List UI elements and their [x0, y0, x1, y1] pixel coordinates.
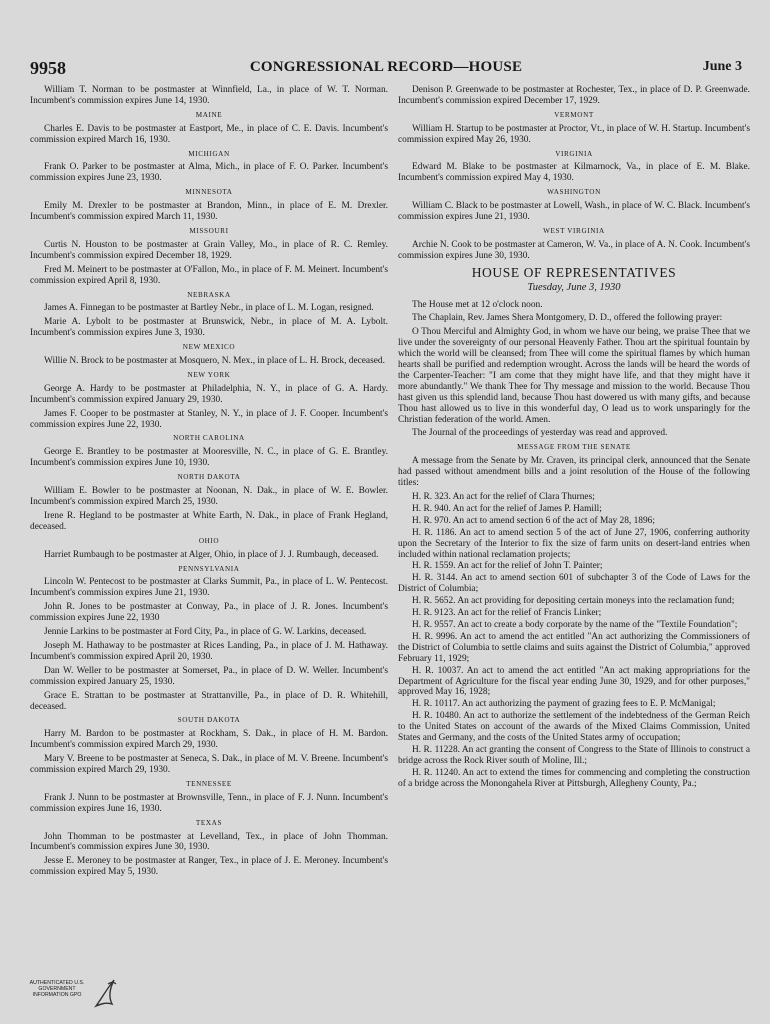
section-heading: TENNESSEE [186, 779, 232, 788]
bill-entry: H. R. 9557. An act to create a body corporate by the name of the "Textile Foundation"; [412, 619, 738, 630]
left-column [30, 85, 388, 881]
paragraph: William T. Norman to be postmaster at Winnfield, La., in place of W. T. Norman. Incumbent's commission expires June 14, 1930. [30, 85, 388, 106]
paragraph: Frank O. Parker to be postmaster at Alma, Mich., in place of F. O. Parker. Incumbent's commission expires June 23, 1930. [30, 162, 388, 184]
section-heading: NEBRASKA [187, 290, 231, 299]
bill-entry: H. R. 940. An act for the relief of James P. Hamill; [412, 503, 602, 514]
section-heading: WASHINGTON [547, 188, 601, 197]
paragraph: Denison P. Greenwade to be postmaster at Rochester, Tex., in place of D. P. Greenwade. Incumbent's commission expired December 17, 1929. [398, 85, 750, 106]
bill-entry: H. R. 9996. An act to amend the act entitled "An act authorizing the Commissioners of the District of Columbia to settle claims and suits against the District of Columbia," approved February 11, 1929; [398, 631, 750, 664]
bill-entry: H. R. 11228. An act granting the consent of Congress to the State of Illinois to construct a bridge across the Rock River south of Moline, Ill.; [398, 744, 750, 766]
paragraph: James A. Finnegan to be postmaster at Bartley Nebr., in place of L. M. Logan, resigned. [44, 303, 374, 314]
bill-entry: H. R. 5652. An act providing for depositing certain moneys into the reclamation fund; [412, 596, 735, 607]
paragraph: O Thou Merciful and Almighty God, in whom we have our being, we praise Thee that we live under the sovereignty of our personal Heavenly Father. Thou art the spiritual fountain by which the world will be cleansed; from Thee will come the spiritual flames by which human hearts shall be purified and redemption wrought. Across the lands will be heard the words of the Carpenter-Teacher: "I am come that they might have life, and that they might have it more abundantly." We thank Thee for Thy message and mission to the world. Because Thou hast given us this splendid land, because Thou hast dowered us with many gifts, and because Thou hast allowed us to live in this wonderful day, O lead us to work unsparingly for the Christian federation of the world. Amen. [398, 327, 750, 425]
paragraph: William E. Bowler to be postmaster at Noonan, N. Dak., in place of W. E. Bowler. Incumbent's commission expired March 25, 1930. [30, 486, 388, 507]
paragraph: Emily M. Drexler to be postmaster at Brandon, Minn., in place of E. M. Drexler. Incumbent's commission expired March 11, 1930. [30, 201, 388, 223]
bill-entry: H. R. 10037. An act to amend the act entitled "An act making appropriations for the Department of Agriculture for the fiscal year ending June 30, 1929, and for other purposes," approved May 16, 1928; [398, 665, 750, 698]
paragraph: The House met at 12 o'clock noon. [412, 299, 543, 310]
page-header [30, 58, 742, 80]
paragraph: William C. Black to be postmaster at Lowell, Wash., in place of W. C. Black. Incumbent's commission expires June 21, 1930. [398, 201, 750, 223]
paragraph: Frank J. Nunn to be postmaster at Brownsville, Tenn., in place of F. J. Nunn. Incumbent's commission expires June 16, 1930. [30, 792, 388, 814]
bill-entry: H. R. 9123. An act for the relief of Francis Linker; [412, 608, 602, 619]
section-heading: NEW YORK [187, 370, 231, 379]
paragraph: Joseph M. Hathaway to be postmaster at Rices Landing, Pa., in place of J. M. Hathaway. Incumbent's commission expired April 20, 1930. [30, 640, 388, 662]
section-heading: SOUTH DAKOTA [177, 716, 241, 725]
section-heading: VIRGINIA [555, 149, 593, 158]
paragraph: The Journal of the proceedings of yesterday was read and approved. [412, 428, 668, 439]
paragraph: A message from the Senate by Mr. Craven, its principal clerk, announced that the Senate had passed without amendment bills and a joint resolution of the House of the following titles: [398, 456, 750, 489]
page-number: 9958 [30, 58, 66, 78]
paragraph: Willie N. Brock to be postmaster at Mosquero, N. Mex., in place of L. H. Brock, deceased. [44, 356, 385, 367]
bill-entry: H. R. 11240. An act to extend the times for commencing and completing the construction of a bridge across the Monongahela River at Pittsburgh, Allegheny County, Pa.; [398, 767, 750, 789]
right-column [398, 85, 750, 791]
paragraph: George E. Brantley to be postmaster at Mooresville, N. C., in place of G. E. Brantley. Incumbent's commission expires June 10, 1930. [30, 447, 388, 469]
paragraph: Lincoln W. Pentecost to be postmaster at Clarks Summit, Pa., in place of L. W. Pentecost. Incumbent's commission expires June 21, 1930. [30, 577, 388, 599]
paragraph: George A. Hardy to be postmaster at Philadelphia, N. Y., in place of G. A. Hardy. Incumbent's commission expired January 29, 1930. [30, 383, 388, 405]
section-heading: MAINE [195, 110, 223, 119]
section-heading: NORTH CAROLINA [173, 434, 245, 443]
session-date: Tuesday, June 3, 1930 [527, 281, 621, 293]
paragraph: Fred M. Meinert to be postmaster at O'Fallon, Mo., in place of F. M. Meinert. Incumbent's commission expired April 8, 1930. [30, 264, 388, 286]
section-heading: MESSAGE FROM THE SENATE [517, 443, 631, 452]
paragraph: James F. Cooper to be postmaster at Stanley, N. Y., in place of J. F. Cooper. Incumbent's commission expires June 22, 1930. [30, 408, 388, 430]
paragraph: William H. Startup to be postmaster at Proctor, Vt., in place of W. H. Startup. Incumbent's commission expired May 26, 1930. [398, 123, 750, 145]
eagle-icon [92, 976, 118, 1010]
paragraph: John R. Jones to be postmaster at Conway, Pa., in place of J. R. Jones. Incumbent's commission expires June 22, 1930 [30, 602, 388, 624]
section-heading: PENNSYLVANIA [178, 564, 240, 573]
paragraph: Harry M. Bardon to be postmaster at Rockham, S. Dak., in place of H. M. Bardon. Incumbent's commission expired March 29, 1930. [30, 729, 388, 751]
section-heading: MINNESOTA [185, 188, 233, 197]
section-heading: WEST VIRGINIA [543, 226, 605, 235]
bill-entry: H. R. 10117. An act authorizing the payment of grazing fees to E. P. McManigal; [412, 699, 716, 710]
bill-entry: H. R. 1186. An act to amend section 5 of the act of June 27, 1906, conferring authority upon the Secretary of the Interior to fix the size of farm units on desert-land entries when included within national reclamation projects; [398, 527, 750, 560]
paragraph: Irene R. Hegland to be postmaster at White Earth, N. Dak., in place of Frank Hegland, deceased. [30, 510, 388, 532]
bill-entry: H. R. 10480. An act to authorize the settlement of the indebtedness of the German Reich to the United States on account of the awards of the Mixed Claims Commission, United States and Germany, and the costs of the United States army of occupation; [398, 711, 750, 744]
paragraph: Archie N. Cook to be postmaster at Cameron, W. Va., in place of A. N. Cook. Incumbent's commission expires June 30, 1930. [398, 239, 750, 261]
gpo-authentication-badge [22, 974, 122, 1014]
paragraph: Charles E. Davis to be postmaster at Eastport, Me., in place of C. E. Davis. Incumbent's commission expired March 16, 1930. [30, 123, 388, 145]
section-heading: TEXAS [195, 818, 223, 827]
section-heading: MICHIGAN [188, 149, 230, 158]
section-heading: VERMONT [554, 110, 594, 119]
paragraph: Grace E. Strattan to be postmaster at Strattanville, Pa., in place of D. R. Whitehill, deceased. [30, 690, 388, 712]
paragraph: Edward M. Blake to be postmaster at Kilmarnock, Va., in place of E. M. Blake. Incumbent's commission expired May 4, 1930. [398, 162, 750, 184]
section-heading: MISSOURI [189, 226, 229, 235]
bill-entry: H. R. 970. An act to amend section 6 of the act of May 28, 1896; [412, 515, 655, 526]
paragraph: The Chaplain, Rev. James Shera Montgomery, D. D., offered the following prayer: [412, 313, 723, 324]
journal-title: CONGRESSIONAL RECORD—HOUSE [249, 59, 523, 75]
paragraph: Jennie Larkins to be postmaster at Ford City, Pa., in place of G. W. Larkins, deceased. [44, 627, 367, 638]
section-heading: NORTH DAKOTA [177, 473, 241, 482]
bill-entry: H. R. 1559. An act for the relief of John T. Painter; [412, 561, 603, 572]
badge-text: AUTHENTICATED U.S. GOVERNMENT INFORMATION GPO [29, 980, 85, 998]
paragraph: John Thomman to be postmaster at Levelland, Tex., in place of John Thomman. Incumbent's commission expires June 30, 1930. [30, 831, 388, 853]
paragraph: Marie A. Lybolt to be postmaster at Brunswick, Nebr., in place of M. A. Lybolt. Incumbent's commission expires June 3, 1930. [30, 317, 388, 339]
paragraph: Jesse E. Meroney to be postmaster at Ranger, Tex., in place of J. E. Meroney. Incumbent's commission expired May 5, 1930. [30, 856, 388, 878]
bill-entry: H. R. 3144. An act to amend section 601 of subchapter 3 of the Code of Laws for the District of Columbia; [398, 573, 750, 595]
house-title: HOUSE OF REPRESENTATIVES [471, 264, 677, 280]
paragraph: Dan W. Weller to be postmaster at Somerset, Pa., in place of D. W. Weller. Incumbent's commission expired January 25, 1930. [30, 665, 388, 687]
header-date: June 3 [702, 59, 742, 74]
section-heading: OHIO [198, 536, 220, 545]
bill-entry: H. R. 323. An act for the relief of Clara Thurnes; [412, 492, 595, 502]
paragraph: Harriet Rumbaugh to be postmaster at Alger, Ohio, in place of J. J. Rumbaugh, deceased. [44, 549, 379, 560]
section-heading: NEW MEXICO [182, 343, 236, 352]
paragraph: Mary V. Breene to be postmaster at Seneca, S. Dak., in place of M. V. Breene. Incumbent's commission expired March 29, 1930. [30, 754, 388, 776]
paragraph: Curtis N. Houston to be postmaster at Grain Valley, Mo., in place of R. C. Remley. Incumbent's commission expired December 18, 1929. [30, 239, 388, 261]
